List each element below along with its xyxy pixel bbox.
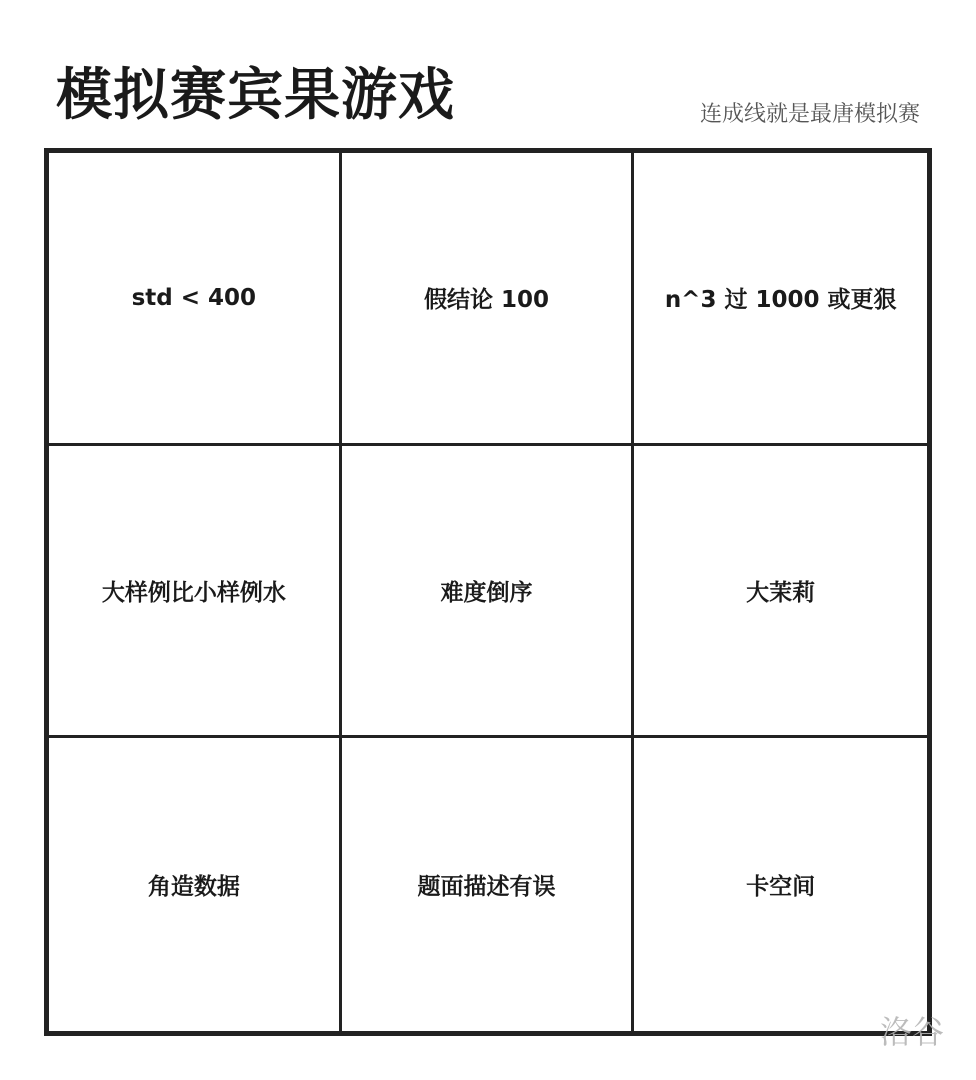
bingo-cell-9: 卡空间 [746,874,816,901]
bingo-cell-3: n^3 过 1000 或更狠 [634,153,927,446]
bingo-cell-5: 难度倒序 [342,446,635,739]
bingo-cell-2: 假结论 100 [342,153,635,446]
bingo-cell-4: 大样例比小样例水 [49,446,342,739]
bingo-cell-6: 大茉莉 [634,446,927,739]
page-title: 模拟赛宾果游戏 [56,63,455,128]
page-subtitle: 连成线就是最唐模拟赛 [699,102,920,127]
watermark-logo: 洛谷 [879,1013,944,1051]
bingo-board [44,148,932,1036]
bingo-cell-1: std < 400 [49,153,342,446]
bingo-cell-8: 题面描述有误 [342,738,635,1031]
bingo-cell-7: 角造数据 [49,738,342,1031]
